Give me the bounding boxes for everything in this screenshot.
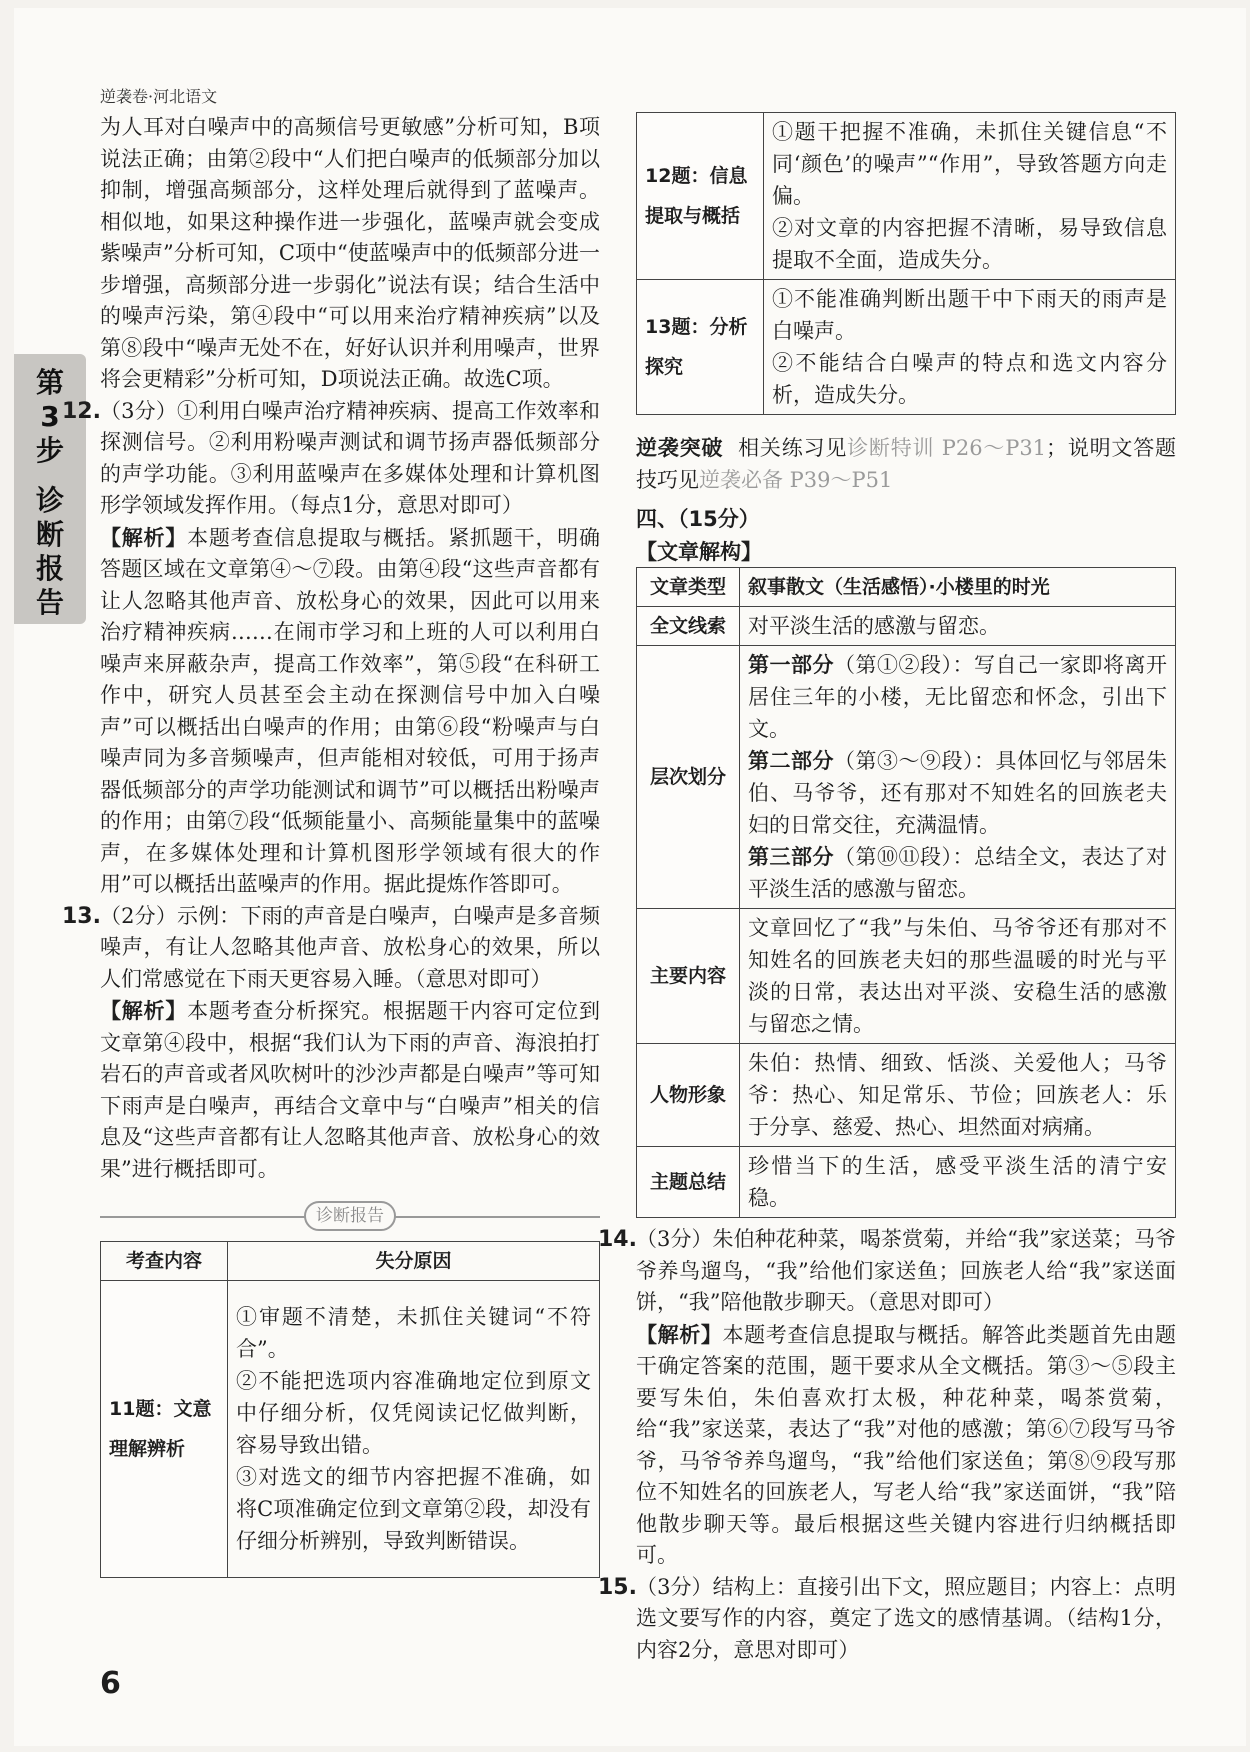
structure-row-main <box>637 909 1176 1044</box>
q14-number: 14. <box>598 1227 637 1252</box>
q13-analysis-tag: 【解析】 <box>100 998 188 1023</box>
q12-analysis-tag: 【解析】 <box>100 524 188 550</box>
part-1 <box>748 649 1167 745</box>
label-characters: 人物形象 <box>637 1044 740 1147</box>
part-1-text: （第①②段）：写自己一家即将离开居住三年的小楼，无比留恋和怀念，引出下文。 <box>748 653 1167 741</box>
label-clue: 全文线索 <box>637 607 740 646</box>
q12-number: 12. <box>62 398 101 424</box>
page-number: 6 <box>100 1666 121 1701</box>
q13-analysis: 本题考查分析探究。根据题干内容可定位到文章第④段中，根据“我们认为下雨的声音、海浪拍打岩石的声音或者风吹树叶的沙沙声都是白噪声”等可知下雨声是白噪声，再结合文章中与“白噪声”相关的信息及“这些声音都有让人忽略其他声音、放松身心的效果”进行概括即可。 <box>100 999 601 1181</box>
reason-12-1: ①题干把握不准确，未抓住关键信息“不同‘颜色’的噪声”“作用”，导致答题方向走偏。 <box>772 120 1167 208</box>
structure-row-clue <box>637 607 1176 646</box>
reason-11-1: ①审题不清楚，未抓住关键词“不符合”。 <box>236 1305 591 1361</box>
part-3 <box>748 841 1167 905</box>
q14-answer: （3分）朱伯种花种菜，喝茶赏菊，并给“我”家送菜；马爷爷养鸟遛鸟，“我”给他们家送鱼；回族老人给“我”家送面饼，“我”陪他散步聊天。（意思对即可） <box>636 1227 1176 1314</box>
structure-row-characters <box>637 1044 1176 1147</box>
q13-number: 13. <box>62 903 101 929</box>
report-banner <box>100 1201 600 1231</box>
part-1-head: 第一部分 <box>748 652 834 677</box>
running-header: 逆袭卷·河北语文 <box>100 87 218 106</box>
header-content: 考查内容 <box>101 1242 228 1281</box>
part-2-head: 第二部分 <box>748 748 834 773</box>
row-reasons-11 <box>228 1281 600 1578</box>
tip-ref-1: 诊断特训 P26～P31 <box>847 436 1047 460</box>
report-table-header <box>101 1242 600 1281</box>
reason-11-3: ③对选文的细节内容把握不准确，如将C项准确定位到文章第②段，却没有仔细分析辨别，导致判断错误。 <box>236 1465 591 1553</box>
content-theme: 珍惜当下的生活，感受平淡生活的清宁安稳。 <box>740 1147 1176 1218</box>
section-four: 四、（15分） <box>636 507 760 531</box>
q12-answer: （3分）①利用白噪声治疗精神疾病、提高工作效率和探测信号。②利用粉噪声测试和调节扬声器低频部分的声学功能。③利用蓝噪声在多媒体处理和计算机图形学领域发挥作用。（每点1分，意思对即可） <box>100 398 600 517</box>
q15-number: 15. <box>598 1574 637 1600</box>
q13-analysis-block <box>100 995 600 1185</box>
part-2 <box>748 745 1167 841</box>
question-12 <box>62 396 601 901</box>
q14-analysis-tag: 【解析】 <box>636 1321 723 1347</box>
report-row-11 <box>101 1281 600 1578</box>
part-3-head: 第三部分 <box>748 844 834 869</box>
label-type: 文章类型 <box>637 568 740 607</box>
side-tab-label: 诊断报告 <box>35 484 64 619</box>
part-3-text: （第⑩⑪段）：总结全文，表达了对平淡生活的感激与留恋。 <box>748 845 1167 901</box>
q15-answer: （3分）结构上：直接引出下文，照应题目；内容上：点明选文要写作的内容，奠定了选文的感情基调。（结构1分，内容2分，意思对即可） <box>636 1574 1176 1662</box>
header-reason: 失分原因 <box>228 1242 600 1281</box>
row-label-13: 13题：分析探究 <box>637 280 764 415</box>
reason-11-2: ②不能把选项内容准确地定位到原文中仔细分析，仅凭阅读记忆做判断，容易导致出错。 <box>236 1369 591 1457</box>
reason-12-2: ②对文章的内容把握不清晰，易导致信息提取不全面，造成失分。 <box>772 216 1167 272</box>
report-table-right <box>636 112 1176 415</box>
structure-row-theme <box>637 1147 1176 1218</box>
report-row-12 <box>637 113 1176 280</box>
reason-13-2: ②不能结合白噪声的特点和选文内容分析，造成失分。 <box>772 351 1167 407</box>
structure-row-parts <box>637 646 1176 909</box>
question-13 <box>62 901 601 1186</box>
label-theme: 主题总结 <box>637 1147 740 1218</box>
tip-ref-2: 逆袭必备 P39～P51 <box>699 467 893 492</box>
tip-text-1: 相关练习见 <box>738 436 848 460</box>
row-label-12: 12题：信息提取与概括 <box>637 113 764 280</box>
q12-analysis: 本题考查信息提取与概括。紧抓题干，明确答题区域在文章第④～⑦段。由第④段“这些声音都有让人忽略其他声音、放松身心的效果，因此可以用来治疗精神疾病……在闹市学习和上班的人可以利用白噪声来屏蔽杂声，提高工作效率”，第⑤段“在科研工作中，研究人员甚至会主动在探测信号中加入白噪声”可以概括出白噪声的作用；由第⑥段“粉噪声与白噪声同为多音频噪声，但声能相对较低，可用于扬声器低频部分的声学功能测试和调节”可以概括出粉噪声的作用；由第⑦段“低频能量小、高频能量集中的蓝噪声，在多媒体处理和计算机图形学领域有很大的作用”可以概括出蓝噪声的作用。据此提炼作答即可。 <box>100 525 601 896</box>
q14-analysis-block <box>636 1319 1176 1572</box>
q14-analysis: 本题考查信息提取与概括。解答此类题首先由题干确定答案的范围，题干要求从全文概括。第③～⑤段主要写朱伯，朱伯喜欢打太极，种花种菜，喝茶赏菊，给“我”家送菜，表达了“我”对他的感激；第⑥⑦段写马爷爷，马爷爷养鸟遛鸟，“我”给他们家送鱼；第⑧⑨段写那位不知姓名的回族老人，写老人给“我”家送面饼，“我”陪他散步聊天等。最后根据这些关键内容进行归纳概括即可。 <box>636 1322 1176 1567</box>
part-2-text: （第③～⑨段）：具体回忆与邻居朱伯、马爷爷，还有那对不知姓名的回族老夫妇的日常交往，充满温情。 <box>748 749 1167 837</box>
label-parts: 层次划分 <box>637 646 740 909</box>
question-15 <box>598 1572 1176 1667</box>
question-14 <box>598 1224 1176 1572</box>
right-column <box>598 112 1177 1666</box>
structure-table <box>636 567 1176 1218</box>
q12-analysis-block <box>100 522 600 901</box>
q11-continued: 为人耳对白噪声中的高频信号更敏感”分析可知，B项说法正确；由第②段中“人们把白噪声的低频部分加以抑制，增强高频部分，这样处理后就得到了蓝噪声。相似地，如果这种操作进一步强化，蓝噪声就会变成紫噪声”分析可知，C项中“使蓝噪声中的低频部分进一步增强，高频部分进一步弱化”说法有误；结合生活中的噪声污染，第④段中“可以用来治疗精神疾病”以及第⑧段中“噪声无处不在，好好认识并利用噪声，世界将会更精彩”分析可知，D项说法正确。故选C项。 <box>100 115 600 391</box>
structure-title: 【文章解构】 <box>636 538 762 564</box>
row-reasons-12 <box>764 113 1176 280</box>
report-table-left <box>100 1241 600 1578</box>
q13-answer: （2分）示例：下雨的声音是白噪声，白噪声是多音频噪声，有让人忽略其他声音、放松身心的效果，所以人们常感觉在下雨天更容易入睡。（意思对即可） <box>100 903 600 991</box>
report-banner-label: 诊断报告 <box>304 1201 396 1231</box>
row-reasons-13 <box>764 280 1176 415</box>
structure-row-type <box>637 568 1176 607</box>
label-main: 主要内容 <box>637 909 740 1044</box>
tip-line <box>636 433 1176 496</box>
side-tab-step: 第3步 <box>35 366 64 467</box>
content-type: 叙事散文（生活感悟）·小楼里的时光 <box>740 568 1176 607</box>
tip-title: 逆袭突破 <box>636 436 724 460</box>
row-label-11: 11题：文意理解辨析 <box>101 1281 228 1578</box>
report-row-13 <box>637 280 1176 415</box>
tip-text-2: ；说明文答题技巧见 <box>636 436 1177 492</box>
left-column <box>62 112 601 1578</box>
content-characters: 朱伯：热情、细致、恬淡、关爱他人；马爷爷：热心、知足常乐、节俭；回族老人：乐于分享、慈爱、热心、坦然面对病痛。 <box>740 1044 1176 1147</box>
reason-13-1: ①不能准确判断出题干中下雨天的雨声是白噪声。 <box>772 287 1167 343</box>
side-tab <box>14 354 86 624</box>
content-clue: 对平淡生活的感激与留恋。 <box>740 607 1176 646</box>
content-parts <box>740 646 1176 909</box>
content-main: 文章回忆了“我”与朱伯、马爷爷还有那对不知姓名的回族老夫妇的那些温暖的时光与平淡的日常，表达出对平淡、安稳生活的感激与留恋之情。 <box>740 909 1176 1044</box>
